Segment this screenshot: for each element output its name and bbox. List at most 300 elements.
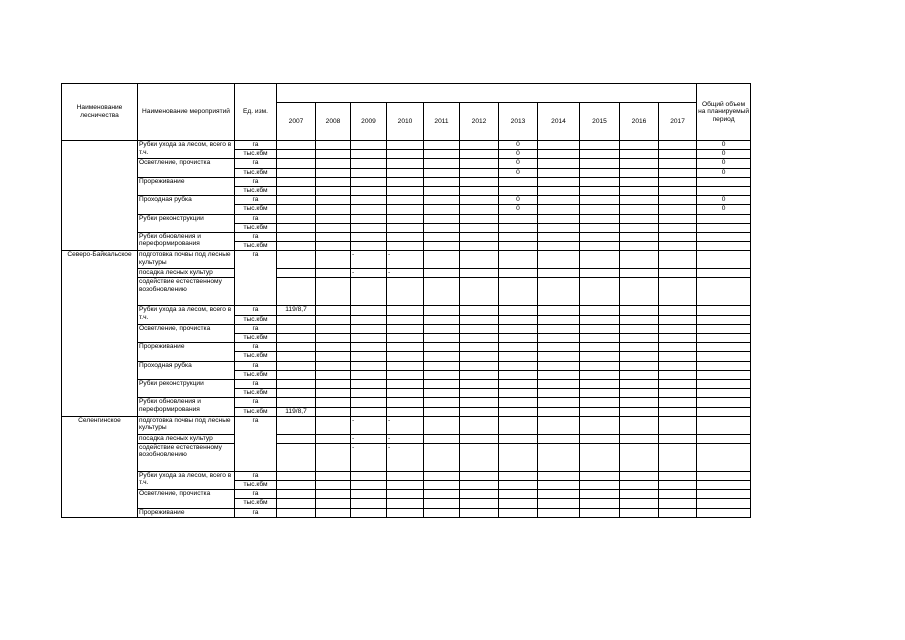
unit-cell: тыс.кбм <box>235 481 277 490</box>
value-cell-2008 <box>316 361 351 370</box>
value-cell-2011 <box>424 186 460 195</box>
value-cell-2015 <box>580 223 620 232</box>
value-cell-2010 <box>387 196 424 205</box>
value-cell-2007 <box>277 508 316 517</box>
total-cell: 0 <box>697 196 751 205</box>
value-cell-2016 <box>620 324 659 333</box>
value-cell-2012 <box>460 242 499 251</box>
value-cell-2010 <box>387 361 424 370</box>
value-cell-2014 <box>538 499 580 508</box>
value-cell-2015 <box>580 407 620 416</box>
value-cell-2011 <box>424 416 460 434</box>
measure-name: Рубки обновления и переформирования <box>138 232 235 250</box>
unit-cell: га <box>235 214 277 223</box>
value-cell-2012 <box>460 186 499 195</box>
value-cell-2010 <box>387 232 424 241</box>
value-cell-2009: - <box>351 443 387 471</box>
value-cell-2015 <box>580 278 620 306</box>
value-cell-2012 <box>460 324 499 333</box>
value-cell-2009 <box>351 196 387 205</box>
value-cell-2009 <box>351 205 387 214</box>
value-cell-2011 <box>424 177 460 186</box>
value-cell-2012 <box>460 407 499 416</box>
value-cell-2013 <box>499 269 538 278</box>
unit-cell: тыс.кбм <box>235 499 277 508</box>
total-cell <box>697 324 751 333</box>
value-cell-2010 <box>387 278 424 306</box>
value-cell-2010: - <box>387 251 424 269</box>
value-cell-2007 <box>277 150 316 159</box>
value-cell-2009 <box>351 398 387 407</box>
measure-name: Осветление, прочистка <box>138 324 235 342</box>
value-cell-2016 <box>620 508 659 517</box>
value-cell-2013: 0 <box>499 150 538 159</box>
value-cell-2011 <box>424 315 460 324</box>
value-cell-2007 <box>277 370 316 379</box>
value-cell-2014 <box>538 490 580 499</box>
value-cell-2010 <box>387 315 424 324</box>
value-cell-2008 <box>316 334 351 343</box>
unit-cell: га <box>235 361 277 370</box>
value-cell-2009 <box>351 334 387 343</box>
value-cell-2007 <box>277 269 316 278</box>
value-cell-2011 <box>424 196 460 205</box>
value-cell-2009 <box>351 481 387 490</box>
value-cell-2007 <box>277 186 316 195</box>
forestry-name <box>62 141 138 251</box>
value-cell-2011 <box>424 141 460 150</box>
value-cell-2007 <box>277 196 316 205</box>
unit-cell: га <box>235 251 277 306</box>
table-row <box>62 343 751 352</box>
value-cell-2015 <box>580 214 620 223</box>
value-cell-2008 <box>316 315 351 324</box>
value-cell-2016 <box>620 232 659 241</box>
header-years-group <box>277 84 697 103</box>
value-cell-2009: - <box>351 434 387 443</box>
total-cell <box>697 186 751 195</box>
value-cell-2016 <box>620 443 659 471</box>
value-cell-2013 <box>499 278 538 306</box>
value-cell-2017 <box>659 324 697 333</box>
value-cell-2009 <box>351 499 387 508</box>
value-cell-2007 <box>277 223 316 232</box>
value-cell-2012 <box>460 490 499 499</box>
value-cell-2009 <box>351 343 387 352</box>
value-cell-2008 <box>316 481 351 490</box>
value-cell-2013: 0 <box>499 205 538 214</box>
value-cell-2014 <box>538 443 580 471</box>
total-cell <box>697 223 751 232</box>
value-cell-2017 <box>659 196 697 205</box>
value-cell-2016 <box>620 223 659 232</box>
value-cell-2017 <box>659 443 697 471</box>
value-cell-2008 <box>316 242 351 251</box>
value-cell-2015 <box>580 269 620 278</box>
value-cell-2014 <box>538 508 580 517</box>
value-cell-2016 <box>620 159 659 168</box>
value-cell-2011 <box>424 508 460 517</box>
value-cell-2012 <box>460 168 499 177</box>
value-cell-2009 <box>351 490 387 499</box>
value-cell-2017 <box>659 168 697 177</box>
forestry-measures-table <box>61 83 751 518</box>
value-cell-2007: 119/8,7 <box>277 306 316 315</box>
total-cell <box>697 416 751 434</box>
measure-name: Прореживание <box>138 508 235 517</box>
value-cell-2015 <box>580 159 620 168</box>
value-cell-2013 <box>499 416 538 434</box>
table-row <box>62 443 751 471</box>
value-cell-2007 <box>277 490 316 499</box>
unit-cell: тыс.кбм <box>235 315 277 324</box>
value-cell-2012 <box>460 150 499 159</box>
value-cell-2014 <box>538 223 580 232</box>
unit-cell: га <box>235 471 277 480</box>
header-year-2011: 2011 <box>424 103 460 141</box>
value-cell-2016 <box>620 352 659 361</box>
total-cell <box>697 490 751 499</box>
value-cell-2016 <box>620 196 659 205</box>
value-cell-2009 <box>351 223 387 232</box>
value-cell-2010 <box>387 334 424 343</box>
value-cell-2008 <box>316 443 351 471</box>
value-cell-2011 <box>424 205 460 214</box>
value-cell-2017 <box>659 205 697 214</box>
value-cell-2015 <box>580 343 620 352</box>
value-cell-2015 <box>580 334 620 343</box>
value-cell-2009 <box>351 186 387 195</box>
value-cell-2012 <box>460 434 499 443</box>
total-cell <box>697 177 751 186</box>
value-cell-2015 <box>580 443 620 471</box>
value-cell-2009 <box>351 352 387 361</box>
measure-name: Рубки ухода за лесом, всего в т.ч. <box>138 141 235 159</box>
table-row <box>62 416 751 434</box>
value-cell-2012 <box>460 343 499 352</box>
value-cell-2009 <box>351 407 387 416</box>
value-cell-2014 <box>538 407 580 416</box>
value-cell-2011 <box>424 232 460 241</box>
table-row <box>62 141 751 150</box>
table-row <box>62 306 751 315</box>
value-cell-2010 <box>387 159 424 168</box>
value-cell-2008 <box>316 398 351 407</box>
value-cell-2007 <box>277 499 316 508</box>
value-cell-2013 <box>499 186 538 195</box>
table-row <box>62 379 751 388</box>
value-cell-2013 <box>499 315 538 324</box>
value-cell-2009 <box>351 232 387 241</box>
value-cell-2011 <box>424 481 460 490</box>
unit-cell: тыс.кбм <box>235 223 277 232</box>
value-cell-2017 <box>659 416 697 434</box>
value-cell-2014 <box>538 361 580 370</box>
value-cell-2012 <box>460 443 499 471</box>
measure-name: Проходная рубка <box>138 196 235 214</box>
value-cell-2017 <box>659 370 697 379</box>
value-cell-2011 <box>424 242 460 251</box>
value-cell-2014 <box>538 159 580 168</box>
value-cell-2009 <box>351 379 387 388</box>
value-cell-2011 <box>424 407 460 416</box>
value-cell-2014 <box>538 471 580 480</box>
measure-name: Прореживание <box>138 343 235 361</box>
value-cell-2014 <box>538 177 580 186</box>
value-cell-2016 <box>620 306 659 315</box>
total-cell <box>697 398 751 407</box>
value-cell-2016 <box>620 499 659 508</box>
value-cell-2009 <box>351 141 387 150</box>
header-year-2009: 2009 <box>351 103 387 141</box>
value-cell-2007 <box>277 343 316 352</box>
value-cell-2007 <box>277 471 316 480</box>
value-cell-2012 <box>460 269 499 278</box>
value-cell-2012 <box>460 278 499 306</box>
measure-name: Рубки реконструкции <box>138 214 235 232</box>
value-cell-2008 <box>316 214 351 223</box>
value-cell-2007 <box>277 242 316 251</box>
value-cell-2010 <box>387 352 424 361</box>
value-cell-2017 <box>659 334 697 343</box>
value-cell-2015 <box>580 379 620 388</box>
header-unit: Ед. изм. <box>235 84 277 141</box>
unit-cell: га <box>235 416 277 471</box>
value-cell-2011 <box>424 490 460 499</box>
measure-name: Проходная рубка <box>138 361 235 379</box>
value-cell-2016 <box>620 370 659 379</box>
value-cell-2007: 119/8,7 <box>277 407 316 416</box>
value-cell-2009 <box>351 177 387 186</box>
value-cell-2013 <box>499 242 538 251</box>
header-year-2014: 2014 <box>538 103 580 141</box>
value-cell-2012 <box>460 223 499 232</box>
unit-cell: тыс.кбм <box>235 168 277 177</box>
value-cell-2008 <box>316 471 351 480</box>
value-cell-2013 <box>499 251 538 269</box>
header-forestry: Наименование лесничества <box>62 84 138 141</box>
total-cell <box>697 315 751 324</box>
value-cell-2017 <box>659 389 697 398</box>
unit-cell: га <box>235 306 277 315</box>
value-cell-2012 <box>460 398 499 407</box>
value-cell-2015 <box>580 490 620 499</box>
unit-cell: тыс.кбм <box>235 205 277 214</box>
value-cell-2014 <box>538 389 580 398</box>
value-cell-2011 <box>424 379 460 388</box>
value-cell-2015 <box>580 177 620 186</box>
value-cell-2011 <box>424 334 460 343</box>
table-header <box>62 84 751 141</box>
value-cell-2011 <box>424 168 460 177</box>
value-cell-2009 <box>351 150 387 159</box>
table-row <box>62 324 751 333</box>
unit-cell: тыс.кбм <box>235 242 277 251</box>
value-cell-2017 <box>659 352 697 361</box>
table-row <box>62 508 751 517</box>
value-cell-2007 <box>277 315 316 324</box>
value-cell-2012 <box>460 352 499 361</box>
value-cell-2017 <box>659 177 697 186</box>
measure-name: посадка лесных культур <box>138 434 235 443</box>
value-cell-2014 <box>538 379 580 388</box>
unit-cell: га <box>235 196 277 205</box>
value-cell-2007 <box>277 389 316 398</box>
value-cell-2011 <box>424 398 460 407</box>
value-cell-2017 <box>659 361 697 370</box>
value-cell-2015 <box>580 508 620 517</box>
measure-name: содействие естественному возобновлению <box>138 443 235 471</box>
table-row <box>62 269 751 278</box>
table-row <box>62 434 751 443</box>
value-cell-2013 <box>499 361 538 370</box>
value-cell-2016 <box>620 379 659 388</box>
value-cell-2009 <box>351 214 387 223</box>
value-cell-2016 <box>620 269 659 278</box>
value-cell-2017 <box>659 306 697 315</box>
value-cell-2011 <box>424 389 460 398</box>
measure-name: содействие естественному возобновлению <box>138 278 235 306</box>
value-cell-2015 <box>580 352 620 361</box>
unit-cell: га <box>235 177 277 186</box>
value-cell-2010: - <box>387 416 424 434</box>
unit-cell: га <box>235 343 277 352</box>
value-cell-2013 <box>499 370 538 379</box>
value-cell-2009 <box>351 324 387 333</box>
total-cell <box>697 434 751 443</box>
value-cell-2010 <box>387 379 424 388</box>
value-cell-2010 <box>387 168 424 177</box>
total-cell <box>697 232 751 241</box>
value-cell-2014 <box>538 278 580 306</box>
value-cell-2009 <box>351 471 387 480</box>
header-year-2010: 2010 <box>387 103 424 141</box>
total-cell <box>697 407 751 416</box>
header-year-2012: 2012 <box>460 103 499 141</box>
value-cell-2010 <box>387 150 424 159</box>
value-cell-2014 <box>538 416 580 434</box>
value-cell-2016 <box>620 168 659 177</box>
value-cell-2008 <box>316 269 351 278</box>
value-cell-2017 <box>659 471 697 480</box>
header-total: Общий объем на планируемый период <box>697 84 751 141</box>
total-cell <box>697 278 751 306</box>
value-cell-2010 <box>387 370 424 379</box>
value-cell-2007 <box>277 379 316 388</box>
total-cell: 0 <box>697 150 751 159</box>
value-cell-2013 <box>499 352 538 361</box>
total-cell <box>697 352 751 361</box>
value-cell-2008 <box>316 251 351 269</box>
value-cell-2010 <box>387 214 424 223</box>
value-cell-2015 <box>580 481 620 490</box>
forestry-name: Северо-Байкальское <box>62 251 138 416</box>
total-cell <box>697 499 751 508</box>
value-cell-2009: - <box>351 269 387 278</box>
value-cell-2010 <box>387 141 424 150</box>
value-cell-2017 <box>659 269 697 278</box>
value-cell-2008 <box>316 508 351 517</box>
value-cell-2007 <box>277 205 316 214</box>
measure-name: Осветление, прочистка <box>138 159 235 177</box>
value-cell-2013 <box>499 443 538 471</box>
value-cell-2009: - <box>351 416 387 434</box>
value-cell-2008 <box>316 434 351 443</box>
value-cell-2016 <box>620 141 659 150</box>
value-cell-2017 <box>659 278 697 306</box>
value-cell-2009: - <box>351 251 387 269</box>
value-cell-2007 <box>277 278 316 306</box>
value-cell-2014 <box>538 232 580 241</box>
value-cell-2010 <box>387 324 424 333</box>
value-cell-2016 <box>620 481 659 490</box>
table-row <box>62 177 751 186</box>
unit-cell: тыс.кбм <box>235 334 277 343</box>
value-cell-2013: 0 <box>499 196 538 205</box>
value-cell-2011 <box>424 499 460 508</box>
value-cell-2010 <box>387 242 424 251</box>
value-cell-2012 <box>460 370 499 379</box>
value-cell-2008 <box>316 141 351 150</box>
value-cell-2014 <box>538 196 580 205</box>
value-cell-2011 <box>424 251 460 269</box>
value-cell-2013 <box>499 223 538 232</box>
table-row <box>62 278 751 306</box>
value-cell-2012 <box>460 177 499 186</box>
unit-cell: тыс.кбм <box>235 407 277 416</box>
value-cell-2013 <box>499 334 538 343</box>
measure-name: Прореживание <box>138 177 235 195</box>
total-cell <box>697 242 751 251</box>
unit-cell: тыс.кбм <box>235 150 277 159</box>
value-cell-2017 <box>659 508 697 517</box>
value-cell-2007 <box>277 398 316 407</box>
header-measure: Наименование мероприятий <box>138 84 235 141</box>
value-cell-2017 <box>659 343 697 352</box>
value-cell-2016 <box>620 389 659 398</box>
value-cell-2007 <box>277 443 316 471</box>
value-cell-2012 <box>460 481 499 490</box>
value-cell-2007 <box>277 434 316 443</box>
value-cell-2012 <box>460 471 499 480</box>
value-cell-2016 <box>620 398 659 407</box>
value-cell-2013 <box>499 214 538 223</box>
forestry-name: Селенгинское <box>62 416 138 517</box>
value-cell-2015 <box>580 251 620 269</box>
value-cell-2007 <box>277 232 316 241</box>
value-cell-2009 <box>351 508 387 517</box>
value-cell-2012 <box>460 508 499 517</box>
value-cell-2010 <box>387 508 424 517</box>
value-cell-2007 <box>277 159 316 168</box>
value-cell-2011 <box>424 370 460 379</box>
value-cell-2013 <box>499 306 538 315</box>
value-cell-2016 <box>620 150 659 159</box>
table-row <box>62 398 751 407</box>
value-cell-2016 <box>620 416 659 434</box>
value-cell-2007 <box>277 141 316 150</box>
value-cell-2010 <box>387 389 424 398</box>
value-cell-2008 <box>316 499 351 508</box>
value-cell-2008 <box>316 416 351 434</box>
value-cell-2015 <box>580 232 620 241</box>
value-cell-2015 <box>580 434 620 443</box>
value-cell-2014 <box>538 269 580 278</box>
measure-name: Рубки обновления и переформирования <box>138 398 235 416</box>
value-cell-2010 <box>387 186 424 195</box>
value-cell-2017 <box>659 499 697 508</box>
value-cell-2008 <box>316 223 351 232</box>
